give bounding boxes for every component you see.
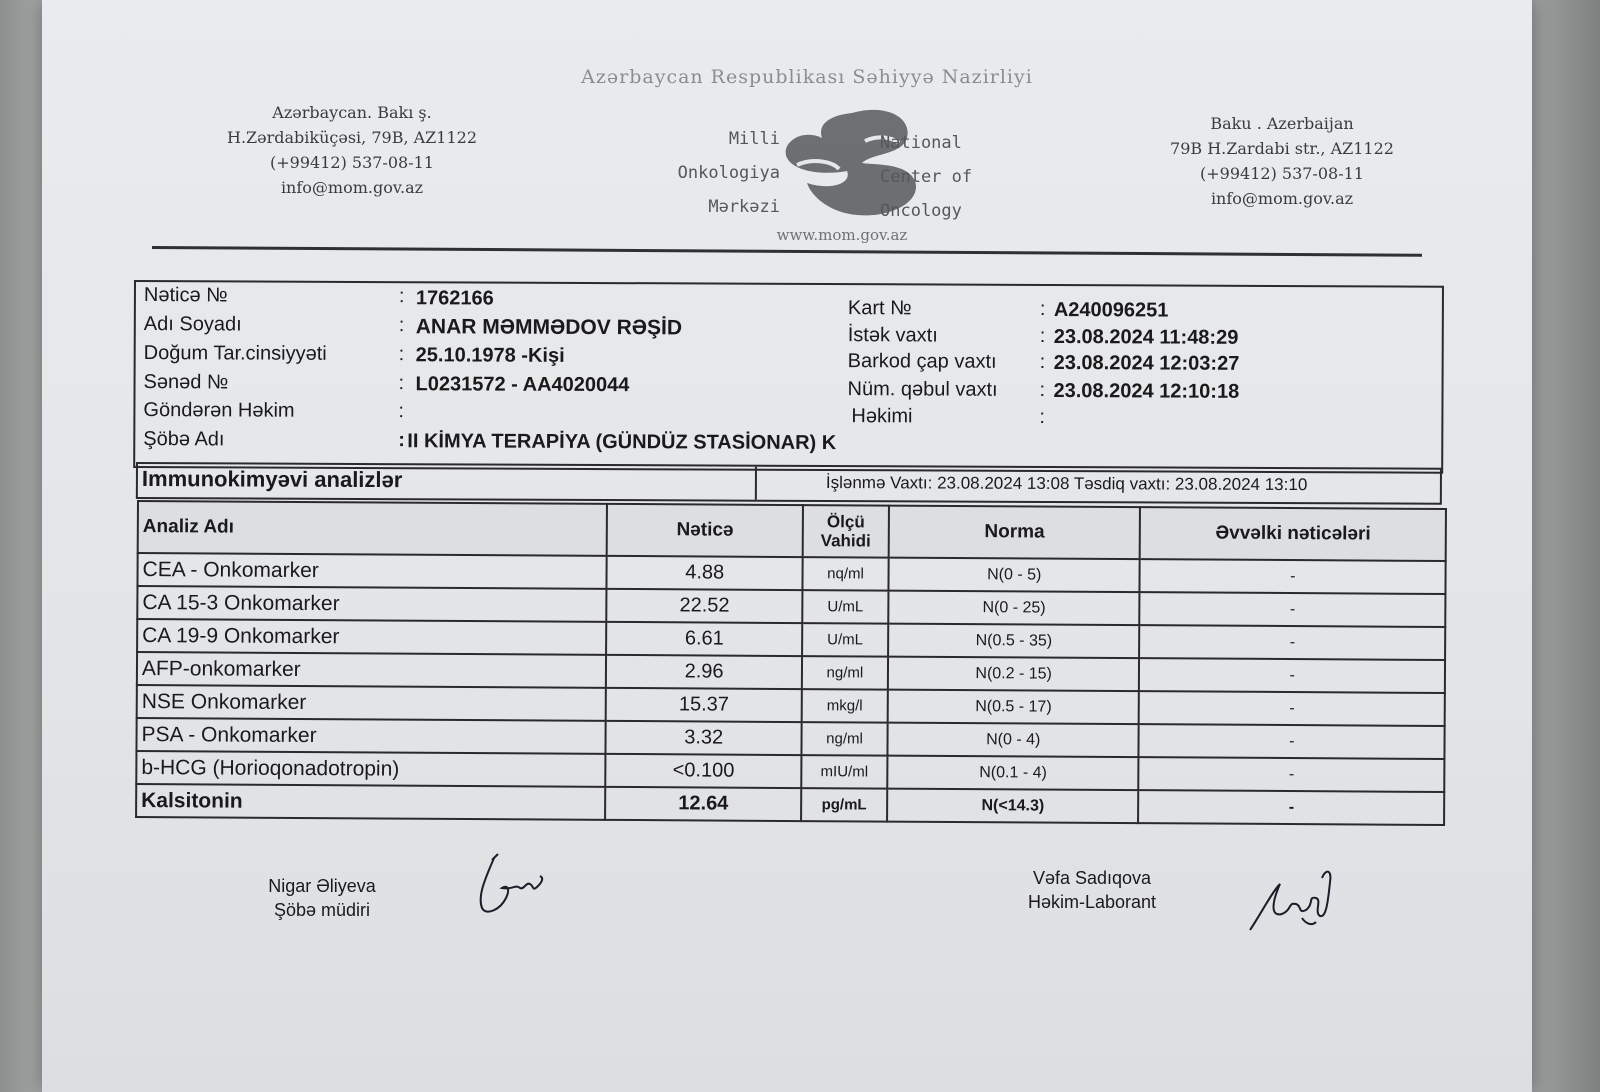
test-norm: N(0.1 - 4)	[887, 756, 1139, 791]
test-unit: mkg/l	[802, 689, 888, 723]
signatory-role: Şöbə müdiri	[273, 900, 371, 920]
table-header-row	[138, 501, 1446, 561]
field-label: Adı Soyadı	[143, 313, 242, 336]
logo-word: Mərkəzi	[708, 197, 780, 217]
field-label: Barkod çap vaxtı	[847, 350, 997, 373]
address-line: Baku . Azerbaijan	[1210, 114, 1354, 133]
test-norm: N(0 - 5)	[888, 558, 1140, 593]
test-previous: -	[1139, 658, 1445, 693]
test-previous: -	[1139, 757, 1445, 792]
test-previous: -	[1139, 724, 1445, 759]
test-norm: N(0.5 - 17)	[888, 690, 1140, 725]
test-result: 3.32	[606, 721, 802, 755]
section-divider	[755, 467, 757, 500]
test-name: Kalsitonin	[136, 784, 606, 820]
website-url: www.mom.gov.az	[776, 226, 908, 244]
field-colon: :	[398, 343, 405, 366]
phone-number: (+99412) 537-08-11	[1200, 164, 1364, 183]
test-name: CA 15-3 Onkomarker	[137, 586, 607, 622]
test-norm: N(<14.3)	[887, 789, 1139, 824]
field-colon: :	[1039, 350, 1046, 373]
test-result: 2.96	[606, 655, 802, 689]
result-number: 1762166	[415, 287, 494, 310]
signatory-name: Vəfa Sadıqova	[1032, 868, 1152, 888]
test-result: 22.52	[607, 589, 803, 623]
field-colon: :	[398, 372, 405, 395]
test-norm: N(0 - 4)	[887, 723, 1139, 758]
signatory-lab-doctor	[992, 866, 1192, 914]
test-name: PSA - Onkomarker	[136, 718, 606, 754]
address-line: 79B H.Zardabi str., AZ1122	[1170, 139, 1394, 158]
test-unit: ng/ml	[802, 656, 888, 690]
field-label: Kart №	[847, 297, 912, 320]
test-norm: N(0.2 - 15)	[888, 657, 1140, 692]
test-unit: U/mL	[802, 623, 888, 657]
address-line: H.Zərdabiküçəsi, 79B, AZ1122	[226, 128, 478, 147]
signatory-role: Həkim-Laborant	[1027, 892, 1157, 912]
test-norm: N(0 - 25)	[888, 591, 1140, 626]
col-header-result: Nəticə	[607, 504, 803, 557]
test-previous: -	[1140, 592, 1446, 627]
test-result: 6.61	[606, 622, 802, 656]
test-previous: -	[1140, 625, 1446, 660]
patient-info-box	[133, 280, 1444, 474]
field-colon: :	[1039, 405, 1046, 428]
col-header-norm: Norma	[889, 506, 1141, 560]
test-unit: nq/ml	[802, 557, 888, 591]
phone-number: (+99412) 537-08-11	[270, 153, 434, 172]
department-name: II KİMYA TERAPİYA (GÜNDÜZ STASİONAR) K	[407, 430, 837, 455]
processing-approval-times: İşlənmə Vaxtı: 23.08.2024 13:08 Təsdiq vaxtı: 23.08.2024 13:10	[825, 473, 1308, 495]
field-label: Sənəd №	[143, 371, 229, 394]
test-unit: mIU/ml	[801, 755, 887, 789]
unit-header-line: Ölçü	[826, 512, 865, 532]
test-previous: -	[1139, 790, 1445, 825]
logo-word: National	[880, 133, 962, 153]
test-name: CEA - Onkomarker	[137, 553, 607, 589]
test-unit: pg/mL	[801, 788, 887, 822]
field-colon: :	[398, 285, 405, 308]
test-unit: ng/ml	[801, 722, 887, 756]
logo-word: Onkologiya	[677, 163, 780, 183]
ministry-title: Azərbaycan Respublikası Səhiyyə Nazirliyi	[581, 66, 1033, 88]
field-label: İstək vaxtı	[847, 324, 938, 347]
document-number: L0231572 - AA4020044	[415, 373, 630, 397]
logo-text-english	[880, 126, 1030, 228]
field-label: Göndərən Həkim	[143, 399, 295, 422]
address-english	[1102, 111, 1462, 211]
handwritten-signature-icon	[472, 850, 552, 920]
logo-word: Center of	[880, 167, 973, 187]
email-address: info@mom.gov.az	[280, 178, 424, 197]
logo-text-azerbaijani	[630, 122, 780, 224]
test-result: 12.64	[605, 787, 801, 821]
test-name: CA 19-9 Onkomarker	[137, 619, 607, 655]
logo-word: Milli	[728, 129, 780, 149]
field-colon: :	[1039, 297, 1046, 320]
birth-date-gender: 25.10.1978 -Kişi	[415, 344, 565, 367]
test-result: 4.88	[607, 556, 803, 590]
test-unit: U/mL	[802, 590, 888, 624]
section-title: Immunokimyəvi analizlər	[141, 466, 403, 493]
test-name: b-HCG (Horioqonadotropin)	[136, 751, 606, 787]
col-header-previous: Əvvəlki nəticələri	[1140, 507, 1446, 561]
header-divider	[152, 246, 1422, 257]
field-colon: :	[1039, 378, 1046, 401]
request-time: 23.08.2024 11:48:29	[1053, 326, 1239, 349]
sample-received-time: 23.08.2024 12:10:18	[1053, 380, 1240, 403]
address-azerbaijani	[172, 100, 532, 200]
unit-header-line: Vahidi	[820, 531, 871, 551]
test-result: 15.37	[606, 688, 802, 722]
test-name: AFP-onkomarker	[137, 652, 607, 688]
col-header-unit	[803, 505, 889, 558]
test-name: NSE Onkomarker	[137, 685, 607, 721]
section-header-bar	[136, 462, 1442, 505]
signatory-name: Nigar Əliyeva	[268, 876, 376, 896]
field-colon: :	[398, 400, 405, 423]
address-line: Azərbaycan. Bakı ş.	[272, 103, 432, 122]
barcode-print-time: 23.08.2024 12:03:27	[1053, 352, 1240, 375]
table-row	[136, 784, 1444, 825]
test-previous: -	[1139, 691, 1445, 726]
email-address: info@mom.gov.az	[1210, 189, 1354, 208]
field-colon: :	[1039, 324, 1046, 347]
field-label: Nəticə №	[143, 284, 228, 307]
field-colon: :	[398, 314, 405, 337]
logo-word: Oncology	[880, 201, 962, 221]
field-label: Həkimi	[851, 405, 913, 428]
results-table	[135, 500, 1447, 826]
field-label: Doğum Tar.cinsiyyəti	[143, 342, 327, 365]
signatory-department-head	[222, 874, 422, 922]
field-label: Şöbə Adı	[143, 428, 225, 451]
lab-report-paper	[42, 0, 1532, 1092]
field-label: Nüm. qəbul vaxtı	[847, 378, 998, 401]
field-colon: :	[398, 429, 406, 452]
col-header-test-name: Analiz Adı	[138, 501, 608, 556]
card-number: A240096251	[1053, 299, 1169, 322]
handwritten-signature-icon	[1242, 862, 1342, 937]
patient-name: ANAR MƏMMƏDOV RƏŞİD	[415, 315, 683, 340]
test-norm: N(0.5 - 35)	[888, 624, 1140, 659]
test-result: <0.100	[606, 754, 802, 788]
test-previous: -	[1140, 559, 1446, 594]
